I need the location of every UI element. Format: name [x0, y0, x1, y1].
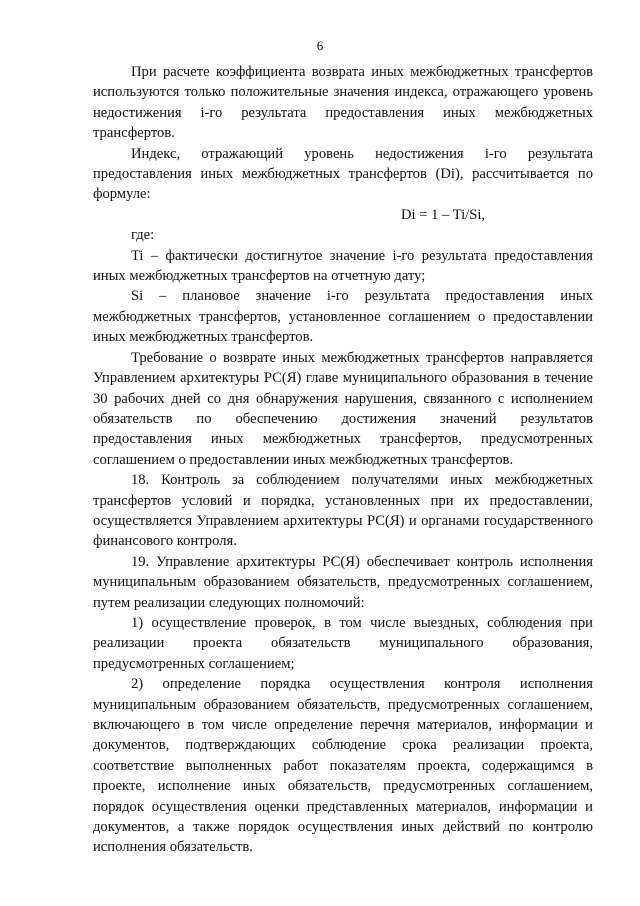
paragraph-subitem-2: 2) определение порядка осуществления контроля исполнения муниципальным образованием обязательств, предусмотренных соглашением, включающего в том числе определение перечня материалов, информации и документов, подтверждающих соблюдение срока реализации проекта, соответствие выполненных работ показателям проекта, содержащимся в проекте, исполнение иных обязательств, предусмотренных соглашением, порядок осуществления оценки представленных материалов, информации и документов, а также порядок осуществления иных действий по контролю исполнения обязательств. — [93, 676, 593, 856]
formula: Di = 1 – Ti/Si, — [400, 206, 486, 223]
paragraph-where: где: — [131, 227, 155, 244]
paragraph-coefficient-note: При расчете коэффициента возврата иных межбюджетных трансфертов используются только положительные значения индекса, отражающего уровень недостижения i-го результата предоставления иных межбюджетных трансфертов. — [93, 64, 593, 142]
paragraph-item-19: 19. Управление архитектуры РС(Я) обеспечивает контроль исполнения муниципальным образованием обязательств, предусмотренных соглашением, путем реализации следующих полномочий: — [93, 553, 593, 611]
paragraph-si-definition: Si – плановое значение i-го результата предоставления иных межбюджетных трансфертов, установленное соглашением о предоставлении иных межбюджетных трансфертов. — [93, 288, 593, 346]
paragraph-ti-definition: Ti – фактически достигнутое значение i-го результата предоставления иных межбюджетных трансфертов на отчетную дату; — [93, 247, 593, 285]
paragraph-subitem-1: 1) осуществление проверок, в том числе выездных, соблюдения при реализации проекта обязательств муниципального образования, предусмотренных соглашением; — [93, 614, 593, 672]
paragraph-item-18: 18. Контроль за соблюдением получателями иных межбюджетных трансфертов условий и порядка, установленных при их предоставлении, осуществляется Управлением архитектуры РС(Я) и органами государственного финансового контроля. — [93, 472, 593, 550]
page-number: 6 — [316, 38, 324, 53]
document-body — [93, 62, 593, 858]
paragraph-index-definition: Индекс, отражающий уровень недостижения i-го результата предоставления иных межбюджетных трансфертов (Di), рассчитывается по формуле: — [93, 145, 593, 203]
paragraph-return-requirement: Требование о возврате иных межбюджетных трансфертов направляется Управлением архитектуры РС(Я) главе муниципального образования в течение 30 рабочих дней со дня обнаружения нарушения, связанного с исполнением обязательств по обеспечению достижения значений результатов предоставления иных межбюджетных трансфертов, предусмотренных соглашением о предоставлении иных межбюджетных трансфертов. — [93, 349, 593, 468]
